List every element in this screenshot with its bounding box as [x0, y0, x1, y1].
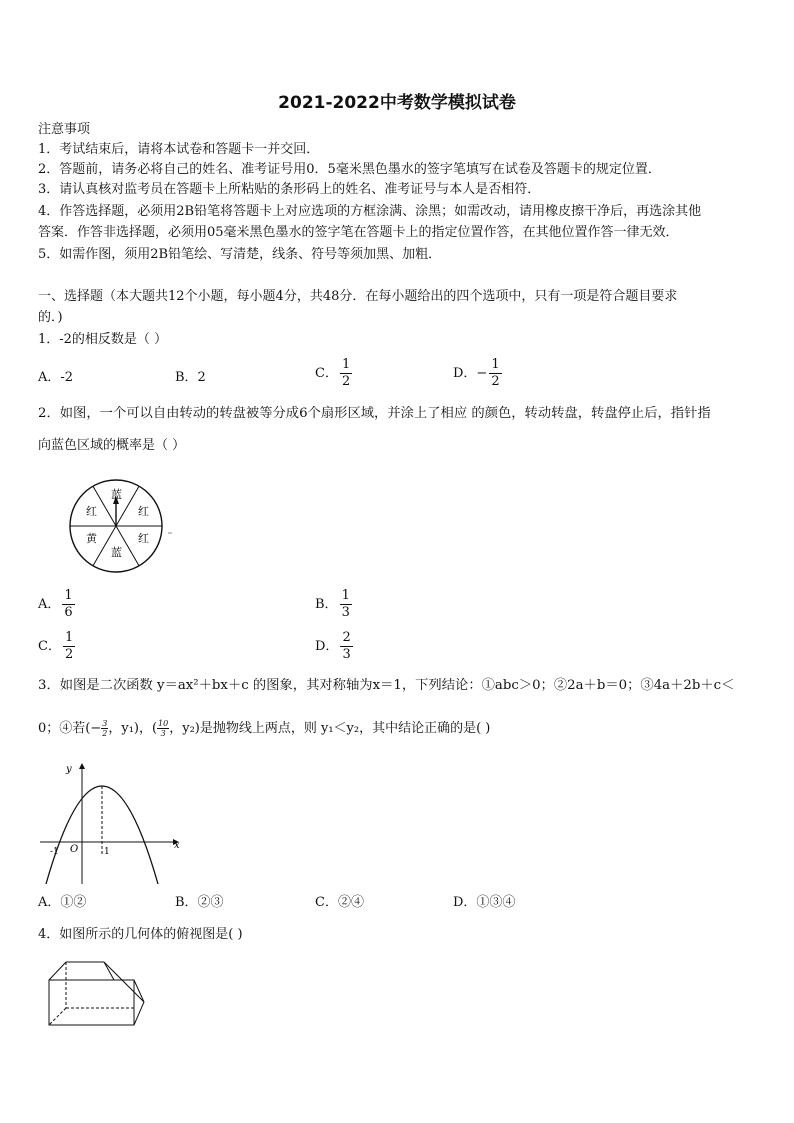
q3-fraction-1: $\frac{3}{2}$ — [102, 719, 108, 738]
q3-option-c: C．②④ — [315, 895, 364, 910]
q1-option-d: D．− $\frac{1}{2}$ — [453, 357, 500, 389]
q1-option-a: A．-2 — [38, 370, 74, 385]
q1-option-b: B．2 — [175, 370, 206, 385]
notice-item-4: 4．作答选择题，必须用2B铅笔将答题卡上对应选项的方框涂满、涂黑；如需改动，请用橡皮擦干净后，再选涂其他 — [38, 204, 702, 219]
q1-option-c: C． $\frac{1}{2}$ — [315, 357, 351, 389]
solid-edge — [49, 962, 66, 980]
spinner-label-bottom: 蓝 — [111, 546, 122, 559]
origin-label: O — [70, 844, 79, 855]
y-axis-label: y — [66, 764, 72, 775]
page-title: 2021-2022中考数学模拟试卷 — [278, 93, 516, 113]
parabola-curve — [46, 786, 158, 884]
q3-option-d: D．①③④ — [453, 895, 516, 910]
notice-item-5: 5．如需作图，须用2B铅笔绘、写清楚，线条、符号等须加黑、加粗． — [38, 247, 442, 262]
parabola-graph — [36, 758, 186, 888]
spinner-label-lower-right: 红 — [138, 532, 149, 545]
spinner-label-top: 蓝 — [111, 488, 122, 501]
notice-heading: 注意事项 — [38, 122, 91, 137]
notice-item-1: 1．考试结束后，请将本试卷和答题卡一并交回． — [38, 142, 320, 157]
q4-stem: 4．如图所示的几何体的俯视图是( ) — [38, 927, 243, 942]
solid-edge — [104, 962, 144, 1002]
spinner-label-upper-right: 红 — [138, 505, 149, 518]
q3-option-b: B．②③ — [175, 895, 224, 910]
section-heading-cont: 的．) — [38, 310, 63, 325]
solid-figure — [44, 952, 154, 1032]
q2-stem: 2．如图，一个可以自由转动的转盘被等分成6个扇形区域，并涂上了相应 的颜色，转动转盘，转盘停止后，指针指 — [38, 406, 711, 421]
q2-option-d: D． $\frac{2}{3}$ — [315, 630, 351, 662]
tick-label-1: 1 — [104, 847, 110, 857]
notice-item-4-cont: 答案．作答非选择题，必须用05毫米黑色墨水的签字笔在答题卡上的指定位置作答，在其他位置作答一律无效． — [38, 225, 679, 240]
tick-label-neg1: -1 — [50, 847, 59, 857]
q1-stem: 1．-2的相反数是（ ） — [38, 332, 168, 347]
q3-fraction-2: $\frac{10}{3}$ — [158, 719, 169, 738]
q3-stem: 3．如图是二次函数 y＝ax²＋bx＋c 的图象，其对称轴为x＝1，下列结论：①abc＞0；②2a＋b＝0；③4a＋2b＋c＜ — [38, 678, 735, 693]
notice-item-2: 2．答题前，请务必将自己的姓名、准考证号用0．5毫米黑色墨水的签字笔填写在试卷及答题卡的规定位置． — [38, 162, 661, 177]
spinner-label-upper-left: 红 — [86, 505, 97, 518]
solid-edge — [134, 1002, 144, 1025]
notice-item-3: 3．请认真核对监考员在答题卡上所粘贴的条形码上的姓名、准考证号与本人是否相符． — [38, 182, 541, 197]
q2-option-a: A． $\frac{1}{6}$ — [38, 588, 73, 620]
q1-option-d-fraction: $\frac{1}{2}$ — [491, 357, 500, 389]
q3-option-a: A．①② — [38, 895, 87, 910]
q1-option-c-fraction: $\frac{1}{2}$ — [341, 357, 351, 389]
q2-option-c: C． $\frac{1}{2}$ — [38, 630, 74, 662]
q2-option-b: B． $\frac{1}{3}$ — [315, 588, 350, 620]
hidden-edge — [49, 1008, 66, 1025]
spinner-label-lower-left: 黄 — [86, 532, 97, 545]
section-heading: 一、选择题（本大题共12个小题，每小题4分，共48分．在每小题给出的四个选项中，只有一项是符合题目要求 — [38, 289, 678, 304]
x-axis-label: x — [174, 840, 180, 851]
q3-stem-cont: 0；④若(− $\frac{3}{2}$ ，y₁)，( $\frac{10}{3}$ ，y₂)是抛物线上两点，则 y₁＜y₂，其中结论正确的是( ) — [38, 719, 491, 738]
q2-stem-cont: 向蓝色区域的概率是（ ） — [38, 438, 186, 453]
front-face — [49, 980, 134, 1025]
solid-edge — [134, 980, 144, 1002]
spinner-figure — [68, 478, 178, 578]
